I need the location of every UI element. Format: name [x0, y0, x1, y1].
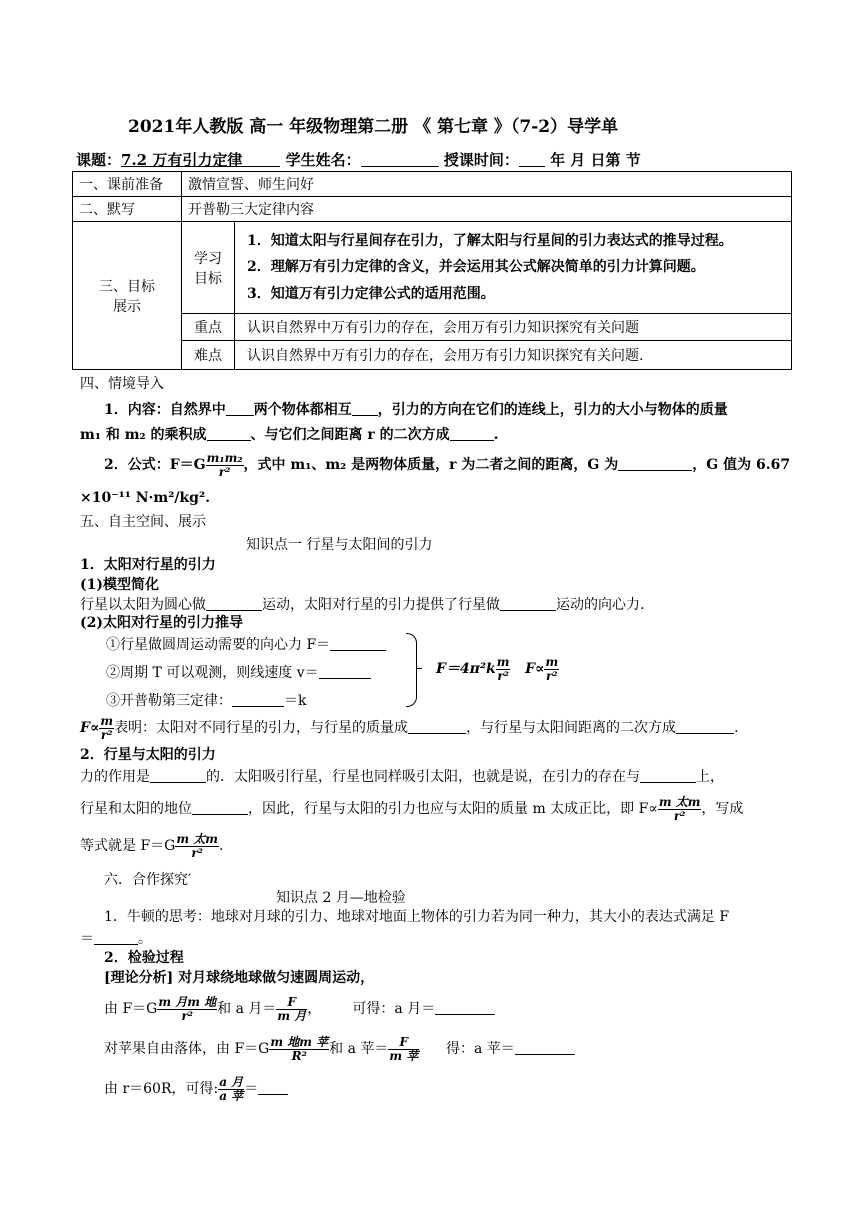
s5-p4 — [80, 833, 223, 859]
s5-p1a: 行星以太阳为圆心做 — [80, 597, 206, 613]
s6-e2 — [104, 1036, 575, 1062]
e1d-text: 可得：a 月＝ — [352, 1001, 436, 1018]
s4-l3c: ，G 值为 6.67 — [692, 457, 791, 474]
blank-16[interactable] — [94, 930, 138, 945]
blank-1[interactable] — [226, 401, 254, 416]
s4-line-3 — [104, 452, 790, 478]
s5-p2 — [80, 768, 724, 787]
s6-h2: 2．检验过程 — [104, 950, 184, 966]
c1a-text: F∝ — [80, 720, 100, 737]
blank-9[interactable] — [319, 664, 371, 679]
student-name-blank[interactable] — [361, 152, 439, 167]
d3b-text: ＝k — [284, 693, 307, 709]
blank-7[interactable] — [500, 596, 556, 611]
brace — [406, 633, 417, 707]
s4-line-2 — [80, 426, 499, 445]
rhs-fraction-1: $\frac{m}{\text{r²}}$ — [496, 655, 510, 683]
blank-14[interactable] — [640, 768, 696, 783]
cell-key-content: 认识自然界中万有引力的存在，会用万有引力知识探究有关问题 — [235, 314, 792, 341]
time-blank[interactable] — [519, 152, 545, 167]
e1-fraction-2: $\frac{F}{\text{m 月}}$ — [277, 995, 307, 1023]
e2-fraction: $\frac{\text{m 地m 苹}}{\text{R²}}$ — [270, 1035, 329, 1063]
blank-3[interactable] — [207, 426, 251, 441]
rhs-fraction-2: $\frac{m}{\text{r²}}$ — [545, 655, 559, 683]
blank-2[interactable] — [352, 401, 378, 416]
s6-theory: [理论分析] 对月球绕地球做匀速圆周运动， — [104, 970, 375, 986]
q1c-text: 。 — [138, 931, 152, 947]
p2c-text: 上， — [696, 769, 724, 785]
derivation-1 — [106, 636, 386, 655]
s5-h2: 2．行星与太阳的引力 — [80, 747, 216, 763]
d3-text: ③开普勒第三定律： — [106, 693, 232, 709]
cell-dictation-content: 开普勒三大定律内容 — [182, 197, 792, 222]
p2b-text: 的．太阳吸引行星，行星也同样吸引太阳，也就是说，在引力的存在与 — [206, 769, 640, 785]
e2b-text: 和 a 苹＝ — [329, 1041, 389, 1058]
blank-17[interactable] — [435, 1000, 495, 1015]
section-4-heading: 四、情境导入 — [80, 376, 164, 392]
s5-h1: 1．太阳对行星的引力 — [80, 557, 216, 573]
s6-e3 — [104, 1076, 288, 1102]
cell-key-label: 重点 — [182, 314, 235, 341]
cell-hard-label: 难点 — [182, 341, 235, 370]
objectives-table — [72, 171, 792, 370]
p4b-text: . — [218, 838, 224, 855]
e3a-text: 由 r＝60R，可得: — [104, 1081, 219, 1098]
cell-hard-content: 认识自然界中万有引力的存在，会用万有引力知识探究有关问题. — [235, 341, 792, 370]
time-tail: 年 月 日第 节 — [550, 151, 641, 169]
s4-l2a: m₁ 和 m₂ 的乘积成 — [80, 427, 207, 443]
s5-h1a: (1)模型简化 — [80, 577, 159, 593]
e1a-text: 由 F＝G — [104, 1001, 158, 1018]
section-6-heading: 六．合作探究′ — [104, 872, 192, 888]
goal-item-1: 1．知道太阳与行星间存在引力，了解太阳与行星间的引力表达式的推导过程。 — [247, 232, 733, 249]
blank-13[interactable] — [150, 768, 206, 783]
cell-goal-label: 学习 目标 — [182, 222, 235, 314]
rhs1-text: F＝4π²k — [436, 661, 496, 678]
s4-l1b: 两个物体都相互 — [253, 402, 352, 418]
e1c-text: ， — [307, 1001, 322, 1018]
e2c-text: 得：a 苹＝ — [445, 1041, 515, 1058]
e2-fraction-2: $\frac{F}{\text{m 苹}}$ — [389, 1035, 419, 1063]
e1-fraction: $\frac{\text{m 月m 地}}{\text{r²}}$ — [158, 995, 217, 1023]
blank-19[interactable] — [258, 1080, 288, 1095]
rhs2-text: F∝ — [525, 661, 545, 678]
c1-fraction: $\frac{m}{\text{r²}}$ — [100, 714, 114, 742]
e3-fraction: $\frac{\text{a 月}}{\text{a 苹}}$ — [219, 1075, 244, 1103]
cell-goal-section: 三、目标 展示 — [73, 222, 182, 370]
s5-conclusion — [80, 715, 739, 741]
e2a-text: 对苹果自由落体，由 F＝G — [104, 1041, 270, 1058]
blank-15[interactable] — [192, 800, 248, 815]
s5-p3 — [80, 796, 743, 822]
cell-prep-content: 激情宣誓、师生问好 — [182, 172, 792, 197]
p3-fraction: $\frac{\text{m 太m}}{\text{r²}}$ — [658, 795, 701, 823]
derivation-3 — [106, 692, 306, 711]
s6-q1: 1．牛顿的思考：地球对月球的引力、地球对地面上物体的引力若为同一种力，其大小的表达式满足 F — [104, 909, 730, 925]
p4a-text: 等式就是 F＝G — [80, 838, 176, 855]
p3b-text: ，因此，行星与太阳的引力也应与太阳的质量 m 太成正比，即 F∝ — [248, 801, 658, 818]
cell-goal-list — [235, 222, 792, 314]
q1b-text: ＝ — [80, 931, 94, 947]
c1b-text: 表明：太阳对不同行星的引力，与行星的质量成 — [114, 720, 409, 737]
lesson-label: 课题： — [76, 151, 122, 169]
knowledge-point-1: 知识点一 行星与太阳间的引力 — [246, 537, 433, 553]
derivation-2 — [106, 664, 371, 683]
blank-4[interactable] — [450, 426, 494, 441]
blank-11[interactable] — [408, 719, 466, 734]
s4-line-4: ×10⁻¹¹ N·m²/kg². — [80, 490, 210, 506]
derivation-result — [436, 656, 559, 682]
blank-18[interactable] — [515, 1040, 575, 1055]
goal-item-2: 2．理解万有引力定律的含义，并会运用其公式解决简单的引力计算问题。 — [247, 259, 705, 276]
d1-text: ①行星做圆周运动需要的向心力 F＝ — [106, 637, 331, 653]
s5-p1 — [80, 596, 644, 615]
cell-prep-label: 一、课前准备 — [73, 172, 182, 197]
s4-l2c: . — [493, 427, 499, 443]
cell-dictation-label: 二、默写 — [73, 197, 182, 222]
s6-q1-cont — [80, 930, 152, 949]
lesson-name: 7.2 万有引力定律 — [121, 151, 243, 169]
c1c-text: ，与行星与太阳间距离的二次方成 — [466, 720, 677, 737]
s4-l3b: ，式中 m₁、m₂ 是两物体质量，r 为二者之间的距离，G 为 — [243, 457, 619, 474]
blank-5[interactable] — [618, 456, 692, 471]
e3b-text: ＝ — [244, 1081, 259, 1098]
s5-p1c: 运动的向心力. — [556, 597, 645, 613]
student-label: 学生姓名： — [285, 151, 361, 169]
p3a-text: 行星和太阳的地位 — [80, 801, 192, 818]
blank-12[interactable] — [676, 719, 734, 734]
s4-l1c: ，引力的方向在它们的连线上，引力的大小与物体的质量 — [377, 402, 728, 418]
c1d-text: . — [734, 720, 739, 737]
time-label: 授课时间： — [443, 151, 519, 169]
p3c-text: ，写成 — [701, 801, 744, 818]
s5-h1b: (2)太阳对行星的引力推导 — [80, 615, 243, 631]
s4-l1a: 1．内容：自然界中 — [104, 402, 226, 418]
blank-8[interactable] — [330, 636, 386, 651]
page-title: 2021年人教版 高一 年级物理第二册 《 第七章 》（7-2）导学单 — [128, 117, 619, 137]
s5-p1b: 运动，太阳对行星的引力提供了行星做 — [262, 597, 500, 613]
s6-e1 — [104, 996, 495, 1022]
blank-6[interactable] — [206, 596, 262, 611]
d2-text: ②周期 T 可以观测，则线速度 v＝ — [106, 665, 319, 681]
s4-l2b: 、与它们之间距离 r 的二次方成 — [250, 427, 450, 443]
p4-fraction: $\frac{\text{m 太m}}{\text{r²}}$ — [176, 832, 218, 860]
knowledge-point-2: 知识点 2 月—地检验 — [276, 890, 406, 906]
formula-fraction: $\frac{\text{m₁m₂}}{\text{r²}}$ — [206, 451, 243, 479]
goal-item-3: 3．知道万有引力定律公式的适用范围。 — [247, 285, 495, 302]
s4-line-1 — [104, 401, 728, 420]
s4-l3a: 2．公式：F＝G — [104, 457, 206, 474]
section-5-heading: 五、自主空间、展示 — [80, 514, 206, 530]
blank-10[interactable] — [232, 692, 284, 707]
lesson-line — [76, 151, 641, 170]
p2a-text: 力的作用是 — [80, 769, 150, 785]
e1b-text: 和 a 月＝ — [217, 1001, 277, 1018]
